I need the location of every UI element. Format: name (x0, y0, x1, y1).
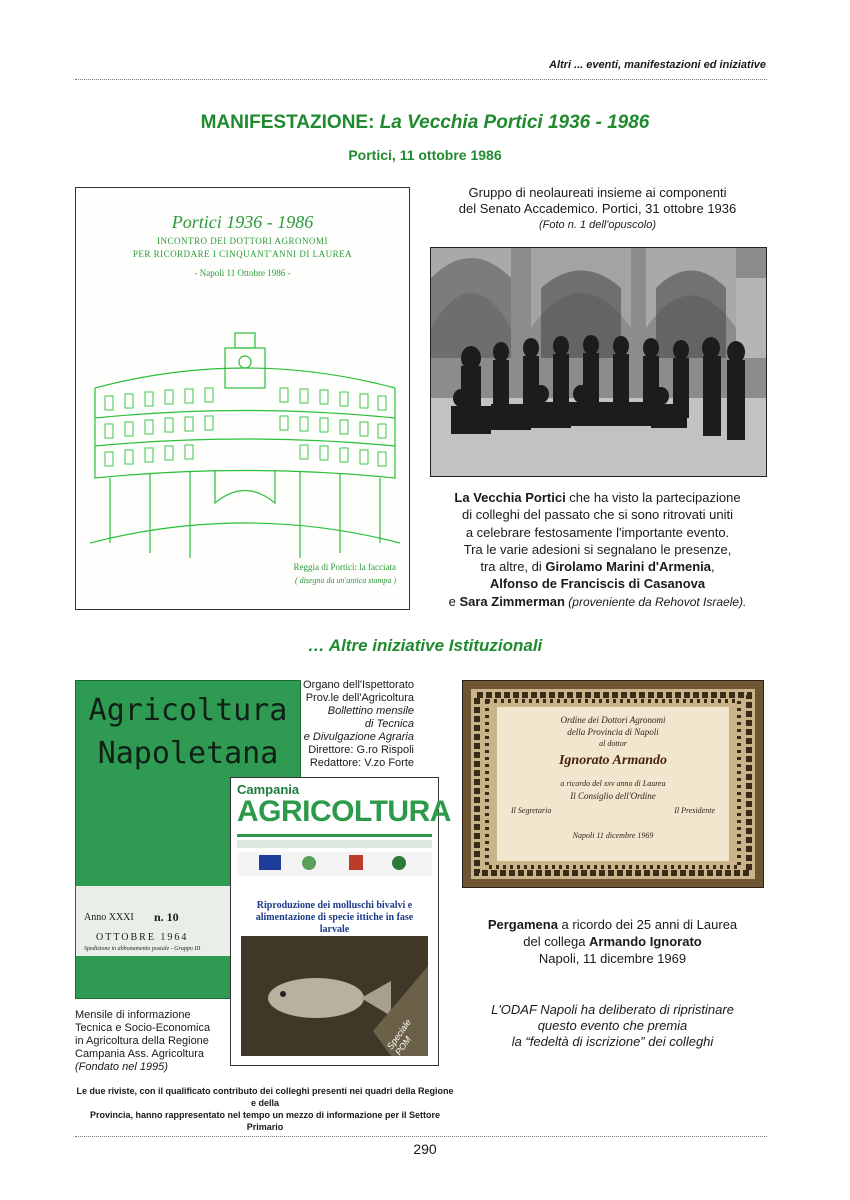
mensile-text (75, 1009, 235, 1074)
mensile-l2: Tecnica e Socio-Economica (75, 1022, 211, 1034)
footnote-l2: Provincia, hanno rappresentato nel tempo un mezzo di informazione per il Settore Primario (89, 1110, 441, 1132)
para-bold2: Girolamo Marini d'Armenia (545, 559, 712, 575)
an-title1: Agricoltura (88, 693, 288, 728)
perg-cap-t1: a ricordo dei 25 anni di Laurea (557, 917, 738, 932)
ca-big-title: AGRICOLTURA (237, 795, 451, 828)
odaf-l2: questo evento che premia (537, 1018, 688, 1033)
cover-title: Portici 1936 - 1986 (171, 212, 314, 232)
perg-l7b: Il Presidente (674, 806, 715, 815)
perg-cap-t3: Napoli, 11 dicembre 1969 (538, 951, 687, 966)
page-number: 290 (413, 1141, 437, 1157)
mensile-l5: (Fondato nel 1995) (75, 1061, 168, 1073)
mensile-l4: Campania Ass. Agricoltura (75, 1048, 205, 1060)
organo-l6: Direttore: G.ro Rispoli (308, 744, 414, 756)
perg-cap-b1: Pergamena (487, 917, 558, 932)
page-title (0, 112, 850, 134)
pergamena-image (462, 680, 764, 888)
event-paragraph (425, 489, 770, 611)
campania-agricoltura-cover (230, 777, 451, 1066)
cover-line1: INCONTRO DEI DOTTORI AGRONOMI (156, 236, 329, 246)
para-t7: e (448, 593, 460, 609)
perg-cap-b2: Armando Ignorato (589, 934, 702, 949)
ca-badge: Speciale POM (384, 1017, 414, 1058)
ca-logos (237, 852, 432, 876)
title-italic: La Vecchia Portici 1936 - 1986 (379, 112, 650, 133)
cover-line2: PER RICORDARE I CINQUANT'ANNI DI LAUREA (132, 249, 353, 259)
photo-caption-line1: Gruppo di neolaureati insieme ai componenti (468, 185, 727, 200)
organo-l5: e Divulgazione Agraria (303, 731, 414, 743)
organo-l7: Redattore: V.zo Forte (309, 757, 414, 769)
an-anno: Anno XXXI (84, 912, 134, 923)
perg-l2: della Provincia di Napoli (567, 727, 659, 737)
organo-text (300, 679, 414, 770)
mensile-l1: Mensile di informazione (75, 1009, 191, 1021)
portici-booklet-cover (75, 187, 410, 610)
running-header: Altri ... eventi, manifestazioni ed iniziative (549, 59, 766, 71)
organo-l4: di Tecnica (364, 718, 414, 730)
perg-cap-t2: del collega (523, 934, 590, 949)
group-photo-illustration (431, 248, 766, 476)
odaf-note (460, 1002, 765, 1050)
photo-caption-line2: del Senato Accademico. Portici, 31 ottobre 1936 (458, 201, 737, 216)
para-t2: di colleghi del passato che si sono ritrovati uniti (462, 507, 733, 523)
para-t5: tra altre, di (480, 559, 546, 575)
photo-caption (425, 185, 770, 233)
perg-l4: Ignorato Armando (558, 753, 667, 768)
pergamena-caption (460, 916, 765, 967)
para-bold4: Sara Zimmerman (459, 593, 565, 609)
perg-l3: al dottor (599, 739, 627, 748)
magazines-footnote (75, 1085, 455, 1133)
para-t6: , (711, 559, 715, 575)
perg-l8: Napoli 11 dicembre 1969 (572, 831, 654, 840)
ca-rule (237, 834, 432, 837)
footer-divider (75, 1136, 767, 1137)
page-subtitle: Portici, 11 ottobre 1986 (348, 147, 502, 163)
cover-caption2: ( disegno da un'antica stampa ) (294, 576, 396, 585)
ca-strip (237, 840, 432, 848)
an-title2: Napoletana (97, 736, 279, 771)
an-mese: OTTOBRE 1964 (96, 932, 189, 943)
ca-article-title: Riproduzione dei molluschi bivalvi e alimentazione di specie ittiche in fase larvale (255, 900, 414, 935)
organo-l2: Prov.le dell'Agricoltura (305, 692, 414, 704)
perg-l5: a ricordo del xxv anno di Laurea (560, 779, 666, 788)
para-t1: che ha visto la partecipazione (565, 490, 741, 505)
odaf-l1: L'ODAF Napoli ha deliberato di ripristinare (491, 1002, 734, 1017)
logos-row-icon (237, 852, 432, 876)
section-title: … Altre iniziative Istituzionali (307, 636, 543, 655)
para-italic1: (proveniente da Rehovot Israele). (564, 594, 747, 609)
para-t3: a celebrare festosamente l'importante evento. (465, 524, 730, 540)
ca-brand: Campania (237, 782, 300, 797)
footnote-l1: Le due riviste, con il qualificato contributo dei colleghi presenti nei quadri della Regione e della (76, 1086, 454, 1108)
cover-line3: - Napoli 11 Ottobre 1986 - (194, 268, 291, 278)
pergamena-parchment (497, 707, 729, 861)
organo-l3: Bollettino mensile (327, 705, 414, 717)
para-bold1: La Vecchia Portici (454, 490, 566, 505)
para-t4: Tra le varie adesioni si segnalano le presenze, (463, 541, 732, 557)
cover-caption1: Reggia di Portici: la facciata (293, 562, 396, 572)
an-sped: Spedizione in abbonamento postale - Gruppo III (84, 946, 201, 952)
group-photo (430, 247, 767, 477)
title-label: MANIFESTAZIONE: (200, 112, 375, 133)
perg-l6: Il Consiglio dell'Ordine (570, 791, 656, 801)
photo-caption-note: (Foto n. 1 dell'opuscolo) (538, 219, 657, 231)
organo-l1: Organo dell'Ispettorato (303, 679, 414, 691)
header-divider (75, 79, 767, 80)
palace-drawing (90, 328, 400, 558)
perg-l1: Ordine dei Dottori Agronomi (560, 715, 666, 725)
perg-l7a: Il Segretario (511, 806, 552, 815)
odaf-l3: la “fedeltà di iscrizione” dei colleghi (511, 1034, 714, 1049)
mensile-l3: in Agricoltura della Regione (75, 1035, 209, 1047)
para-bold3: Alfonso de Franciscis di Casanova (489, 576, 706, 592)
an-numero: n. 10 (154, 910, 179, 924)
